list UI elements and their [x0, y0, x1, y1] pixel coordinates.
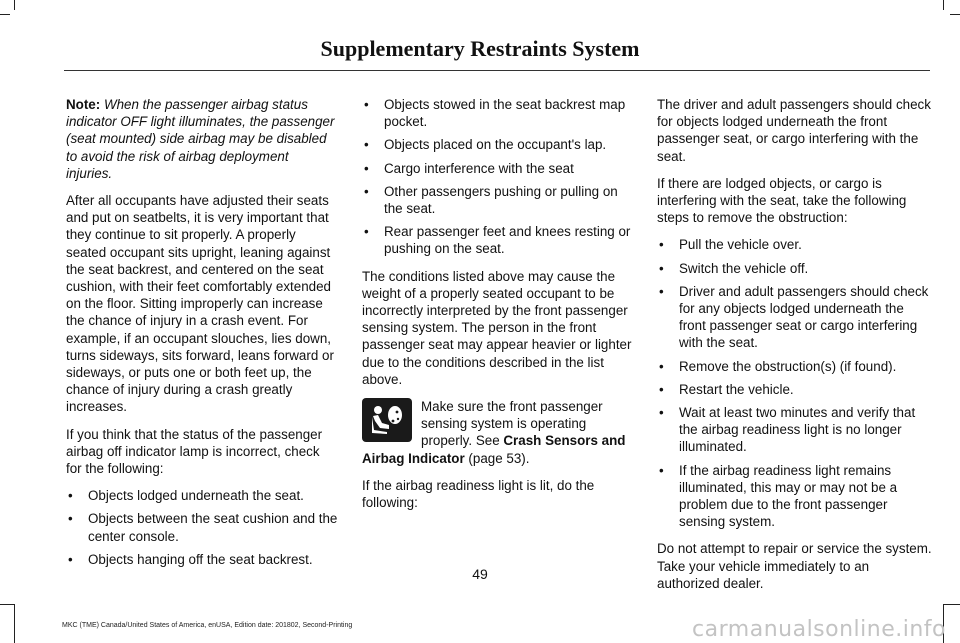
bullet-list	[657, 236, 932, 530]
list-item: • Pull the vehicle over.	[657, 236, 932, 253]
body-paragraph: If there are lodged objects, or cargo is interfering with the seat, take the following steps to remove the obstruction:	[657, 175, 907, 226]
list-item: • Objects between the seat cushion and the center console.	[66, 510, 338, 544]
body-paragraph: If you think that the status of the passenger airbag off indicator lamp is incorrect, check for the following:	[66, 426, 323, 477]
body-paragraph: Do not attempt to repair or service the system. Take your vehicle immediately to an authorized dealer.	[657, 541, 932, 591]
warning-block	[362, 398, 634, 467]
list-item: • If the airbag readiness light remains illuminated, this may or may not be a problem due to the front passenger sensing system.	[657, 462, 932, 531]
list-item: • Driver and adult passengers should check for any objects lodged underneath the front passenger seat or cargo interfering with the seat.	[657, 283, 932, 352]
list-item: • Other passengers pushing or pulling on the seat.	[362, 183, 634, 217]
watermark: carmanualsonline.info	[692, 617, 946, 642]
body-paragraph: The driver and adult passengers should check for objects lodged underneath the front passenger seat, or cargo interfering with the seat.	[657, 97, 931, 164]
crop-mark	[0, 14, 10, 15]
bullet-list	[66, 487, 338, 568]
cross-reference-link[interactable]: Crash Sensors and Airbag Indicator	[362, 433, 626, 466]
edition-footer: MKC (TME) Canada/United States of America, enUSA, Edition date: 201802, Second-Printing	[62, 622, 353, 629]
body-paragraph: The conditions listed above may cause the weight of a properly seated occupant to be incorrectly interpreted by the front passenger sensing system. The person in the front passenger seat may appear heavier or lighter due to the conditions described in the list above.	[362, 268, 632, 387]
warning-text: Make sure the front passenger sensing system is operating properly. See	[421, 399, 603, 449]
crop-mark	[944, 604, 960, 605]
list-item: • Cargo interference with the seat	[362, 160, 634, 177]
crop-mark	[0, 604, 14, 605]
list-item: • Objects stowed in the seat backrest map pocket.	[362, 96, 634, 130]
body-paragraph: After all occupants have adjusted their seats and put on seatbelts, it is very important that they continue to sit properly. A properly seated occupant sits upright, leaning against the seat backrest, and centered on the seat cushion, with their feet comfortably extended on the floor. Sitting improperly can increase the chance of injury in a crash event. For example, if an occupant slouches, lies down, turns sideways, sits forward, leans forward or sideways, or puts one or both feet up, the chance of injury during a crash greatly increases.	[66, 193, 334, 415]
list-item: • Restart the vehicle.	[657, 381, 932, 398]
column-right	[657, 96, 932, 602]
header-divider	[64, 70, 930, 71]
note-label: Note:	[66, 97, 101, 112]
list-item: • Switch the vehicle off.	[657, 260, 932, 277]
page-reference: (page 53).	[468, 450, 530, 466]
page-title: Supplementary Restraints System	[320, 36, 640, 61]
list-item: • Objects lodged underneath the seat.	[66, 487, 338, 504]
crop-mark	[14, 0, 15, 10]
crop-mark	[950, 14, 960, 15]
body-paragraph: If the airbag readiness light is lit, do the following:	[362, 477, 595, 511]
note-paragraph	[66, 96, 338, 182]
crop-mark	[943, 0, 944, 10]
crop-mark	[14, 604, 15, 643]
note-text: When the passenger airbag status indicator OFF light illuminates, the passenger (seat mounted) side airbag may be disabled to avoid the risk of airbag deployment injuries.	[66, 97, 335, 181]
airbag-indicator-icon	[362, 398, 412, 442]
list-item: • Wait at least two minutes and verify that the airbag readiness light is no longer illuminated.	[657, 404, 932, 456]
list-item: • Objects hanging off the seat backrest.	[66, 551, 338, 568]
bullet-list	[362, 96, 634, 258]
column-middle	[362, 96, 634, 521]
column-left	[66, 96, 338, 578]
list-item: • Rear passenger feet and knees resting or pushing on the seat.	[362, 223, 634, 257]
list-item: • Objects placed on the occupant's lap.	[362, 136, 634, 153]
page-number: 49	[472, 566, 488, 582]
list-item: • Remove the obstruction(s) (if found).	[657, 358, 932, 375]
